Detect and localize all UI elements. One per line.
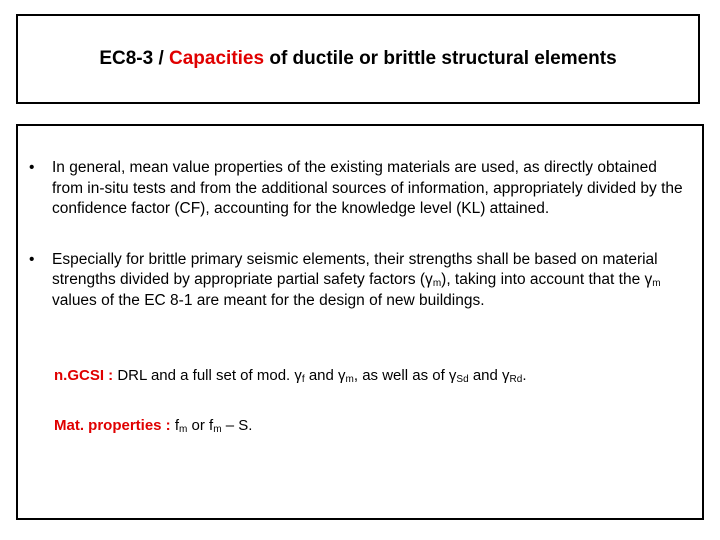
note-material-label: Mat. properties : <box>54 417 171 434</box>
bullet-icon: • <box>29 250 35 268</box>
note-gcsi: n.GCSI : DRL and a full set of mod. $\gamma_f$ and $\gamma_m$, as well as of $\gamma_{Sd}$ and $\gamma_{Rd}$. <box>54 367 527 385</box>
title-highlight: Capacities <box>169 48 265 69</box>
bullet-text: In general, mean value properties of the existing materials are used, as directly obtained from in-situ tests and from the additional sources of information, appropriately divided by the confidence factor (CF), accounting for the knowledge level (KL) attained. <box>52 159 683 217</box>
title-box <box>16 14 700 104</box>
content-box <box>16 124 704 520</box>
slide-title <box>99 48 616 70</box>
title-suffix: of ductile or brittle structural elements <box>264 48 617 69</box>
note-gcsi-label: n.GCSI : <box>54 367 114 384</box>
title-prefix: EC8-3 / <box>99 48 170 69</box>
bullet-list <box>18 158 702 311</box>
bullet-item-mean-values <box>18 158 702 220</box>
bullet-icon: • <box>29 159 35 176</box>
note-material-properties: Mat. properties : $f_m$ or $f_m$ – S. <box>54 417 253 435</box>
bullet-item-brittle-elements <box>18 250 702 312</box>
bullet-text: Especially for brittle primary seismic elements, their strengths shall be based on material strengths divided by appropriate partial safety factors $(\gamma_m)$, taking into account that the $\gamma_m$ values of the EC 8-1 are meant for the design of new buildings. <box>52 250 661 309</box>
